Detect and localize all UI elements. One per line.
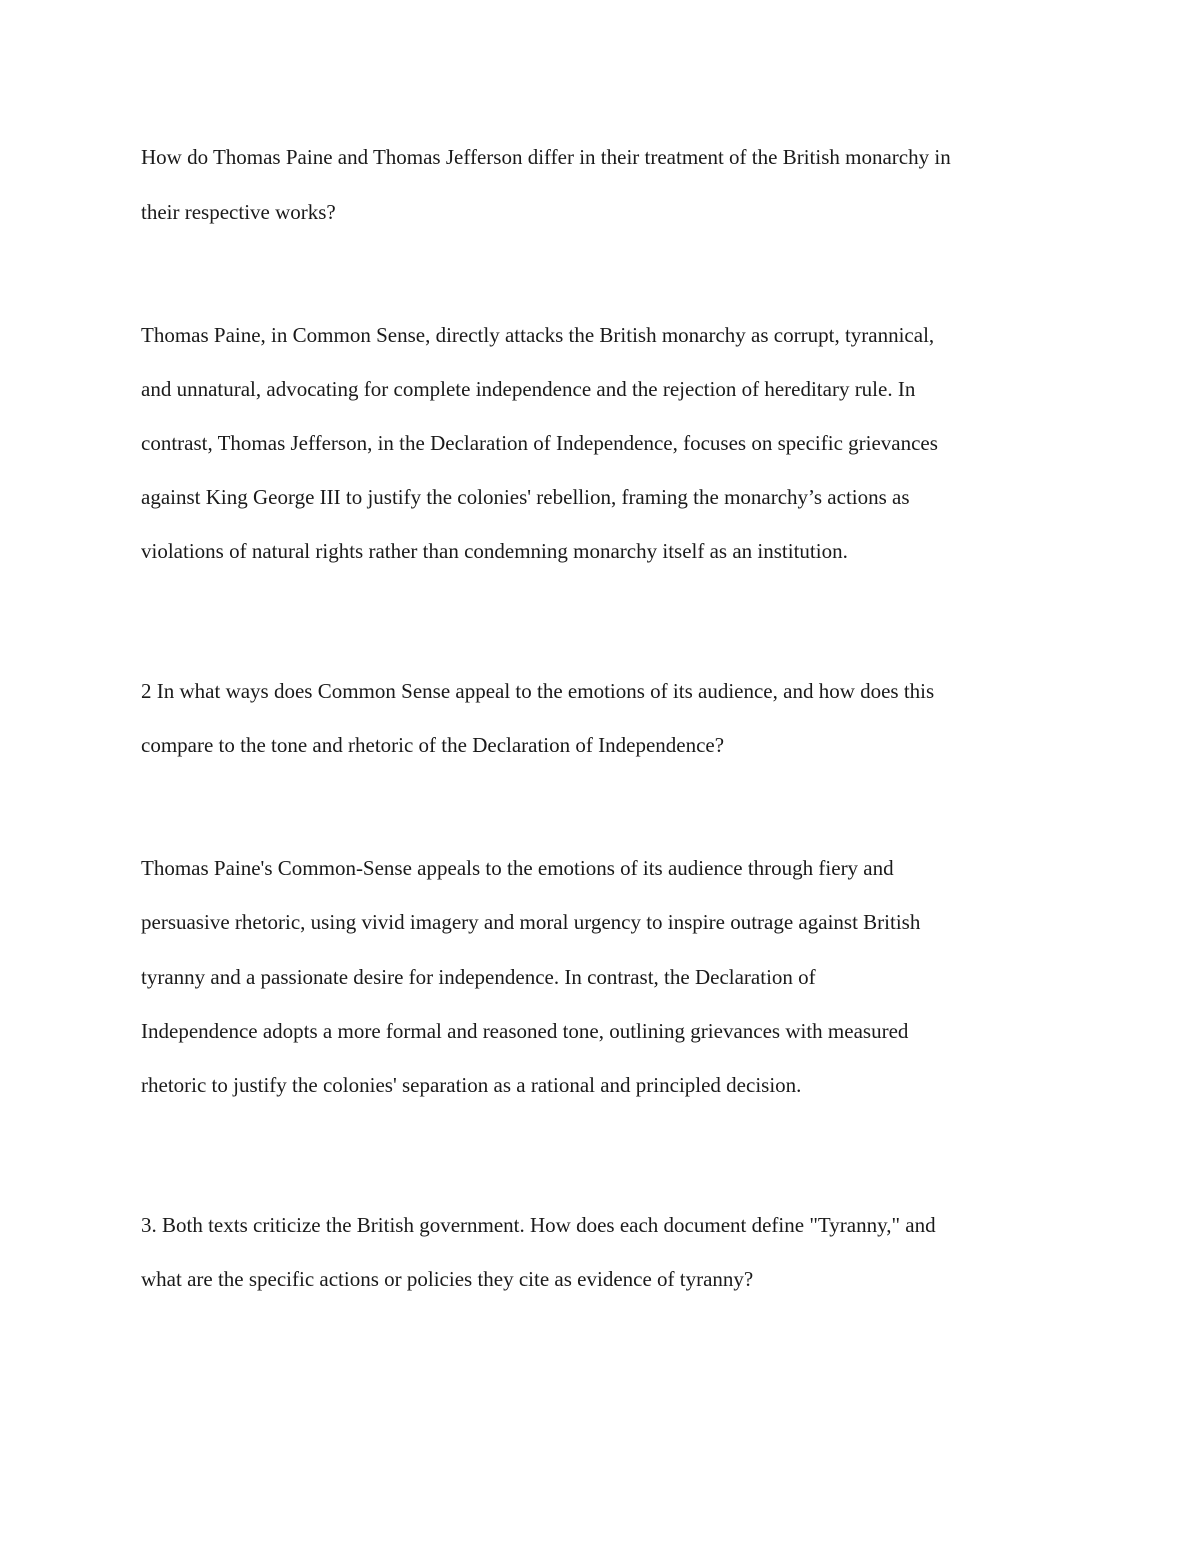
answer-2-line: Independence adopts a more formal and reasoned tone, outlining grievances with measured bbox=[141, 1019, 909, 1043]
question-3-line: what are the specific actions or policies they cite as evidence of tyranny? bbox=[141, 1267, 754, 1291]
question-1-line: their respective works? bbox=[141, 200, 336, 224]
answer-1-line: and unnatural, advocating for complete independence and the rejection of hereditary rule. In bbox=[141, 377, 916, 401]
answer-2-line: rhetoric to justify the colonies' separation as a rational and principled decision. bbox=[141, 1073, 802, 1097]
answer-2-line: persuasive rhetoric, using vivid imagery and moral urgency to inspire outrage against British bbox=[141, 910, 921, 934]
answer-1-line: Thomas Paine, in Common Sense, directly attacks the British monarchy as corrupt, tyrannical, bbox=[141, 323, 935, 347]
question-3-line: 3. Both texts criticize the British government. How does each document define "Tyranny," and bbox=[141, 1213, 936, 1237]
question-1-line: How do Thomas Paine and Thomas Jefferson differ in their treatment of the British monarchy in bbox=[141, 145, 951, 169]
question-2-line: 2 In what ways does Common Sense appeal to the emotions of its audience, and how does this bbox=[141, 679, 935, 703]
answer-2-line: Thomas Paine's Common-Sense appeals to the emotions of its audience through fiery and bbox=[141, 856, 894, 880]
question-2-line: compare to the tone and rhetoric of the Declaration of Independence? bbox=[141, 733, 725, 757]
answer-2-line: tyranny and a passionate desire for independence. In contrast, the Declaration of bbox=[141, 965, 816, 989]
answer-1-line: violations of natural rights rather than condemning monarchy itself as an institution. bbox=[141, 539, 848, 563]
answer-1-line: contrast, Thomas Jefferson, in the Declaration of Independence, focuses on specific grievances bbox=[141, 431, 938, 455]
answer-1-line: against King George III to justify the colonies' rebellion, framing the monarchy’s actions as bbox=[141, 485, 910, 509]
